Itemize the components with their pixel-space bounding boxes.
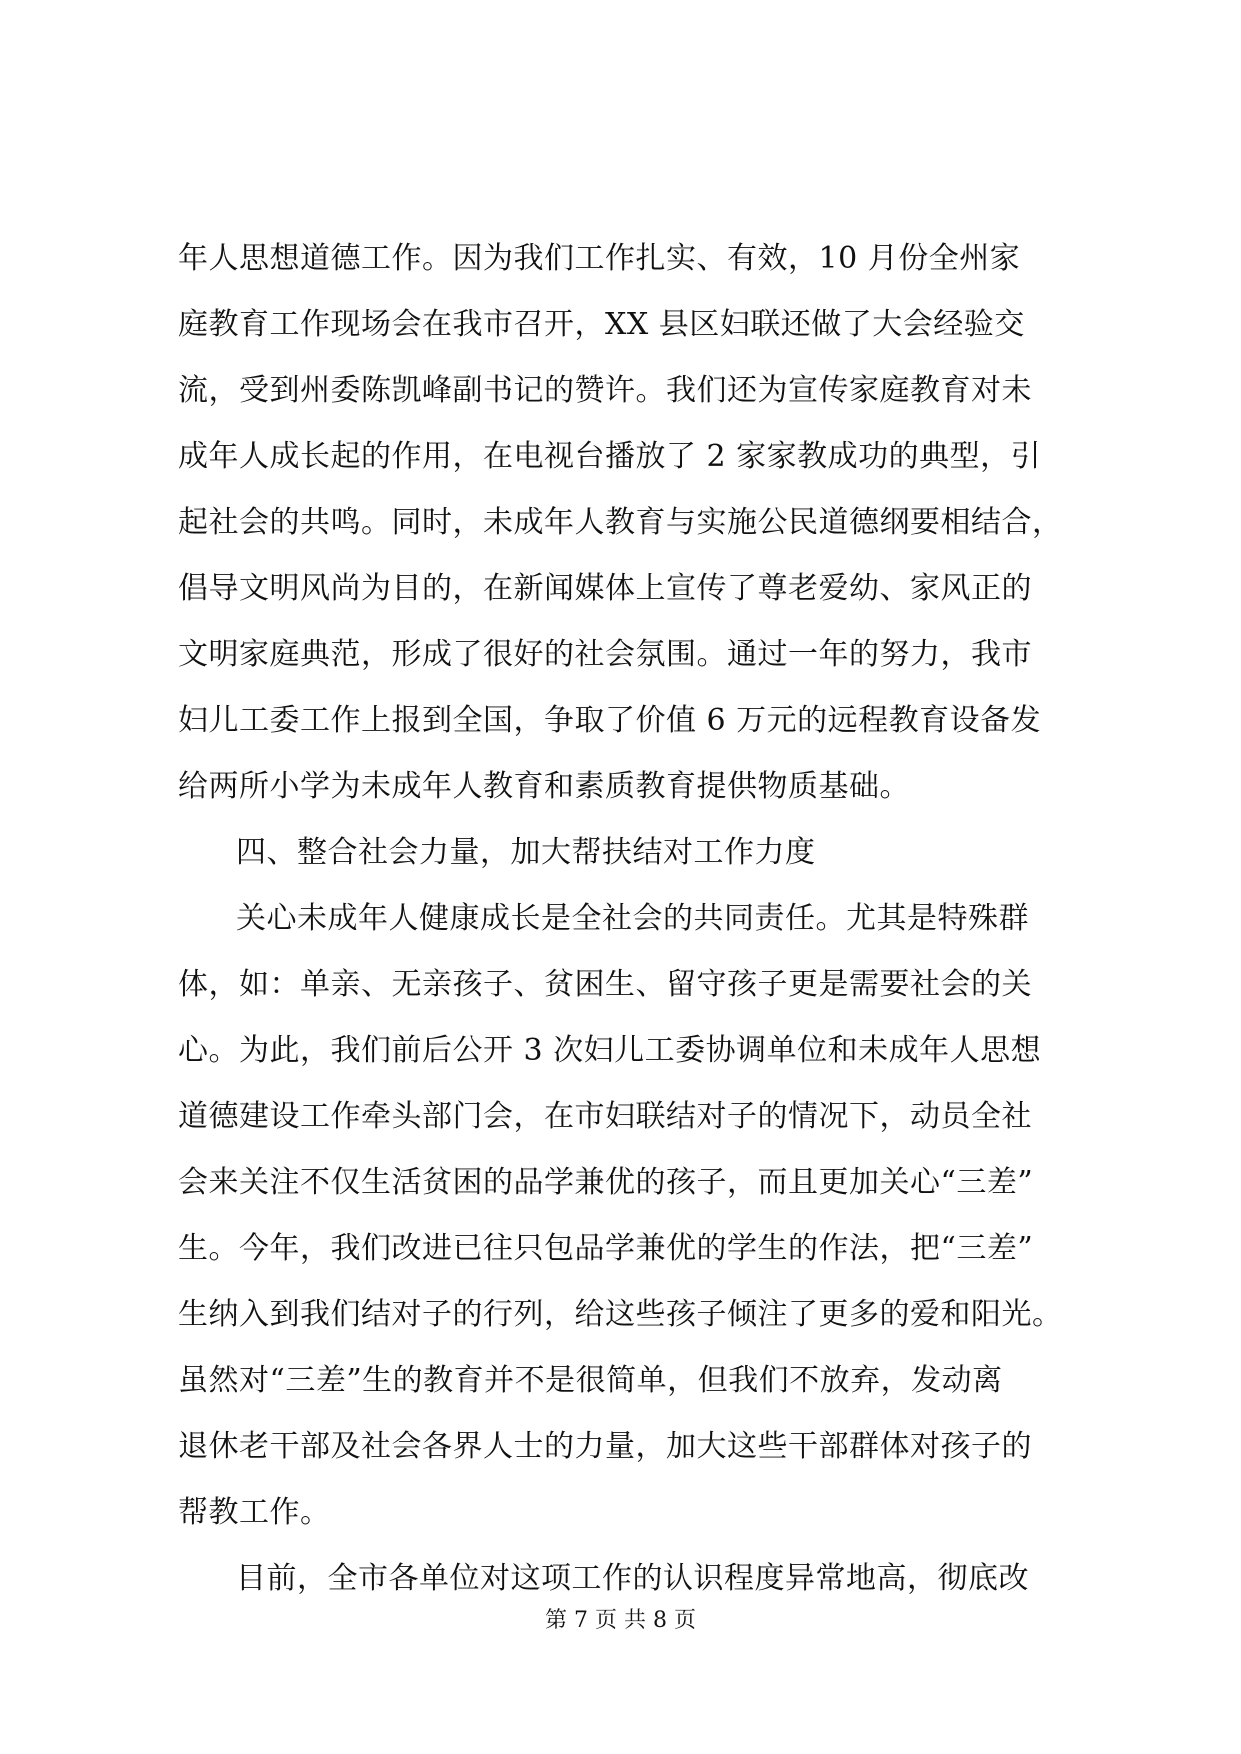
text-line: 妇儿工委工作上报到全国，争取了价值 6 万元的远程教育设备发 [178, 703, 1042, 738]
text-line: 生纳入到我们结对子的行列，给这些孩子倾注了更多的爱和阳光。 [178, 1297, 1063, 1332]
text-line: 起社会的共鸣。同时，未成年人教育与实施公民道德纲要相结合， [178, 505, 1063, 540]
text-line: 心。为此，我们前后公开 3 次妇儿工委协调单位和未成年人思想 [178, 1033, 1042, 1068]
text-line: 体，如：单亲、无亲孩子、贫困生、留守孩子更是需要社会的关 [178, 967, 1032, 1002]
text-line: 年人思想道德工作。因为我们工作扎实、有效，10 月份全州家 [178, 241, 1021, 276]
text-line: 目前，全市各单位对这项工作的认识程度异常地高，彻底改 [236, 1561, 1029, 1596]
text-line: 流，受到州委陈凯峰副书记的赞许。我们还为宣传家庭教育对未 [178, 373, 1032, 408]
text-line: 帮教工作。 [178, 1495, 331, 1530]
section-heading: 四、整合社会力量，加大帮扶结对工作力度 [236, 835, 816, 870]
text-line: 成年人成长起的作用，在电视台播放了 2 家家教成功的典型，引 [178, 439, 1042, 474]
text-line: 文明家庭典范，形成了很好的社会氛围。通过一年的努力，我市 [178, 637, 1032, 672]
page-number-footer: 第 7 页 共 8 页 [545, 1608, 696, 1633]
text-line: 生。今年，我们改进已往只包品学兼优的学生的作法，把“三差” [178, 1231, 1034, 1266]
text-line: 关心未成年人健康成长是全社会的共同责任。尤其是特殊群 [236, 901, 1029, 936]
text-line: 倡导文明风尚为目的，在新闻媒体上宣传了尊老爱幼、家风正的 [178, 571, 1032, 606]
text-line: 道德建设工作牵头部门会，在市妇联结对子的情况下，动员全社 [178, 1099, 1032, 1134]
text-line: 会来关注不仅生活贫困的品学兼优的孩子，而且更加关心“三差” [178, 1165, 1034, 1200]
text-line: 给两所小学为未成年人教育和素质教育提供物质基础。 [178, 769, 910, 804]
text-line: 庭教育工作现场会在我市召开，XX 县区妇联还做了大会经验交 [178, 307, 1025, 342]
text-line: 退休老干部及社会各界人士的力量，加大这些干部群体对孩子的 [178, 1429, 1032, 1464]
body-text [178, 226, 1078, 1612]
text-line: 虽然对“三差”生的教育并不是很简单，但我们不放弃，发动离 [178, 1363, 1003, 1398]
